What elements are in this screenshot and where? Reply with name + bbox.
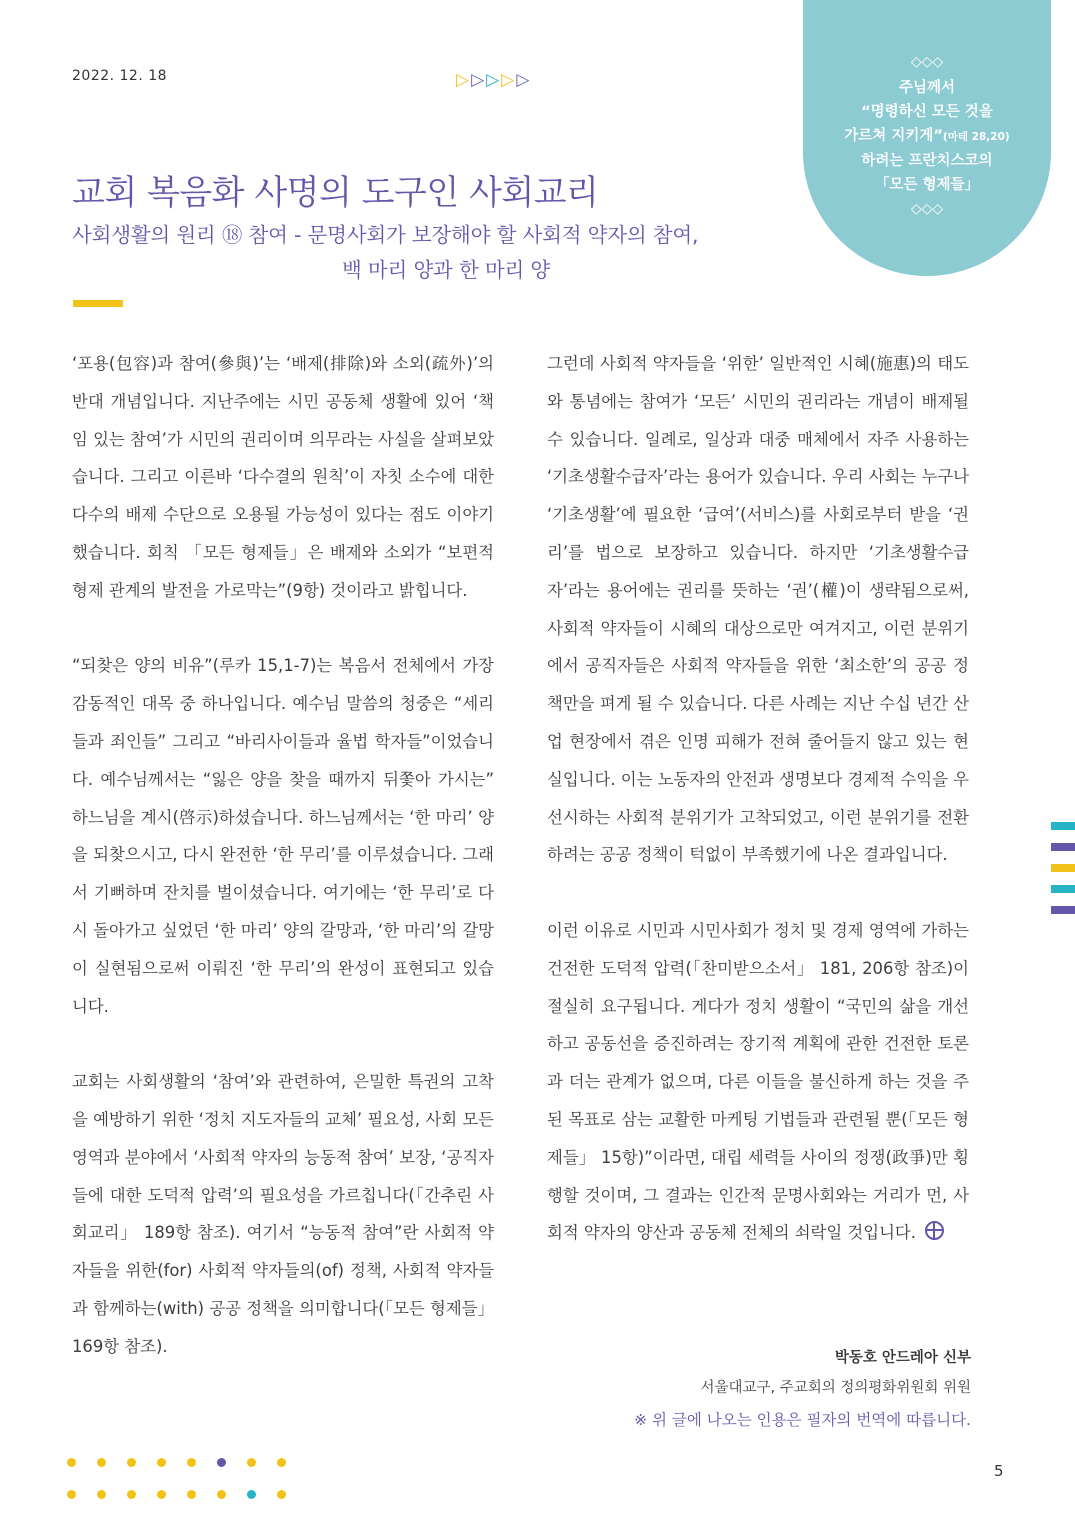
issue-date: 2022. 12. 18 — [72, 68, 168, 84]
side-bar — [1051, 843, 1075, 851]
badge-line: 하려는 프란치스코의 — [861, 153, 993, 169]
dot — [157, 1458, 166, 1467]
body-paragraph: 그런데 사회적 약자들을 ‘위한’ 일반적인 시혜(施惠)의 태도와 통념에는 참여가 ‘모든’ 시민의 권리라는 개념이 배제될 수 있습니다. 일례로, 일상과 대중 매체에서 자주 사용하는 ‘기초생활수급자’라는 용어가 있습니다. 우리 사회는 누구나 ‘기초생활’에 필요한 ‘급여’(서비스)를 사회로부터 받을 ‘권리’를 법으로 보장하고 있습니다. 하지만 ‘기초생활수급자’라는 용어에는 권리를 뜻하는 ‘권’(權)이 생략됨으로써, 사회적 약자들이 시혜의 대상으로만 여겨지고, 이런 분위기에서 공직자들은 사회적 약자들을 위한 ‘최소한’의 공공 정책만을 펴게 될 수 있습니다. 다른 사례는 지난 수십 년간 산업 현장에서 겪은 인명 피해가 전혀 줄어들지 않고 있는 현실입니다. 이는 노동자의 안전과 생명보다 경제적 수익을 우선시하는 사회적 분위기가 고착되었고, 이런 분위기를 전환하려는 공공 정책이 턱없이 부족했기에 나온 결과입니다. — [547, 354, 969, 865]
dot-row — [67, 1490, 286, 1499]
right-column — [547, 345, 969, 1252]
article-subtitle-line-1: 사회생활의 원리 ⑱ 참여 - 문명사회가 보장해야 할 사회적 약자의 참여, — [72, 223, 699, 247]
dot — [247, 1490, 256, 1499]
dot-row — [67, 1458, 286, 1467]
side-bar — [1051, 906, 1075, 914]
badge-line — [844, 124, 1009, 149]
badge-text — [844, 76, 1009, 197]
side-bar — [1051, 864, 1075, 872]
decorative-dots — [67, 1458, 286, 1522]
badge-citation: (마태 28,20) — [942, 131, 1010, 143]
author-block — [700, 1347, 971, 1399]
end-mark-icon — [925, 1221, 944, 1240]
triangle-arrow-icon: ▷ — [471, 70, 485, 90]
dot — [67, 1490, 76, 1499]
dot — [247, 1458, 256, 1467]
theme-badge — [803, 0, 1051, 276]
triangle-arrow-icon: ▷ — [516, 70, 530, 90]
dot — [97, 1490, 106, 1499]
badge-line: 주님께서 — [898, 80, 955, 96]
author-name: 박동호 안드레아 신부 — [834, 1350, 971, 1366]
body-paragraph: “되찾은 양의 비유”(루카 15,1-7)는 복음서 전체에서 가장 감동적인 대목 중 하나입니다. 예수님 말씀의 청중은 “세리들과 죄인들” 그리고 “바리사이들과 율법 학자들”이었습니다. 예수님께서는 “잃은 양을 찾을 때까지 뒤쫓아 가시는” 하느님을 계시(啓示)하셨습니다. 하느님께서는 ‘한 마리’ 양을 되찾으시고, 다시 완전한 ‘한 무리’를 이루셨습니다. 그래서 기뻐하며 잔치를 벌이셨습니다. 여기에는 ‘한 무리’로 다시 돌아가고 싶었던 ‘한 마리’ 양의 갈망과, ‘한 마리’의 갈망이 실현됨으로써 이뤄진 ‘한 무리’의 완성이 표현되고 있습니다. — [72, 656, 494, 1016]
body-paragraph: ‘포용(包容)과 참여(參與)’는 ‘배제(排除)와 소외(疏外)’의 반대 개념입니다. 지난주에는 시민 공동체 생활에 있어 ‘책임 있는 참여’가 시민의 권리이며 의무라는 사실을 살펴보았습니다. 그리고 이른바 ‘다수결의 원칙’이 자칫 소수에 대한 다수의 배제 수단으로 오용될 가능성이 있다는 점도 이야기했습니다. 회칙 「모든 형제들」은 배제와 소외가 “보편적 형제 관계의 발전을 가로막는”(9항) 것이라고 밝힙니다. — [72, 354, 494, 600]
diamond-ornament-icon: ◇◇◇ — [910, 54, 944, 70]
dot — [187, 1490, 196, 1499]
title-accent-bar — [73, 300, 123, 307]
dot — [217, 1490, 226, 1499]
dot — [127, 1458, 136, 1467]
body-paragraph: 교회는 사회생활의 ‘참여’와 관련하여, 은밀한 특권의 고착을 예방하기 위한 ‘정치 지도자들의 교체’ 필요성, 사회 모든 영역과 분야에서 ‘사회적 약자의 능동적 참여’ 보장, ‘공직자들에 대한 도덕적 압력’의 필요성을 가르칩니다(「간추린 사회교리」 189항 참조). 여기서 “능동적 참여”란 사회적 약자들을 위한(for) 사회적 약자들의(of) 정책, 사회적 약자들과 함께하는(with) 공공 정책을 의미합니다(「모든 형제들」 169항 참조). — [72, 1072, 494, 1356]
decorative-arrows — [456, 70, 529, 90]
article-title: 교회 복음화 사명의 도구인 사회교리 — [72, 173, 599, 213]
article-subtitle-line-2: 백 마리 양과 한 마리 양 — [342, 258, 551, 282]
dot — [127, 1490, 136, 1499]
body-paragraph-text: 이런 이유로 시민과 시민사회가 정치 및 경제 영역에 가하는 건전한 도덕적 압력(「찬미받으소서」 181, 206항 참조)이 절실히 요구됩니다. 게다가 정치 생활이 “국민의 삶을 개선하고 공동선을 증진하려는 장기적 계획에 관한 건전한 토론과 더는 관계가 없으며, 다른 이들을 불신하게 하는 것을 주된 목표로 삼는 교활한 마케팅 기법들과 관련될 뿐(「모든 형제들」 15항)”이라면, 대립 세력들 사이의 정쟁(政爭)만 횡행할 것이며, 그 결과는 인간적 문명사회와는 거리가 먼, 사회적 약자의 양산과 공동체 전체의 쇠락일 것입니다. — [547, 920, 969, 1243]
dot — [97, 1458, 106, 1467]
side-color-bars — [1051, 822, 1075, 927]
side-bar — [1051, 822, 1075, 830]
badge-line: “명령하신 모든 것을 — [861, 104, 993, 120]
diamond-ornament-icon: ◇◇◇ — [910, 201, 944, 217]
dot — [67, 1458, 76, 1467]
dot — [217, 1458, 226, 1467]
dot — [277, 1458, 286, 1467]
badge-line-main: 가르쳐 지키게” — [844, 128, 943, 144]
body-paragraph — [547, 912, 969, 1252]
author-role: 서울대교구, 주교회의 정의평화위원회 위원 — [700, 1380, 971, 1396]
triangle-arrow-icon: ▷ — [486, 70, 500, 90]
badge-line: 「모든 형제들」 — [874, 177, 980, 193]
translation-note: ※ 위 글에 나오는 인용은 필자의 번역에 따릅니다. — [634, 1411, 971, 1429]
dot — [187, 1458, 196, 1467]
left-column — [72, 345, 494, 1366]
dot — [277, 1490, 286, 1499]
side-bar — [1051, 885, 1075, 893]
triangle-arrow-icon: ▷ — [501, 70, 515, 90]
triangle-arrow-icon: ▷ — [456, 70, 470, 90]
dot — [157, 1490, 166, 1499]
page-number: 5 — [994, 1462, 1004, 1480]
